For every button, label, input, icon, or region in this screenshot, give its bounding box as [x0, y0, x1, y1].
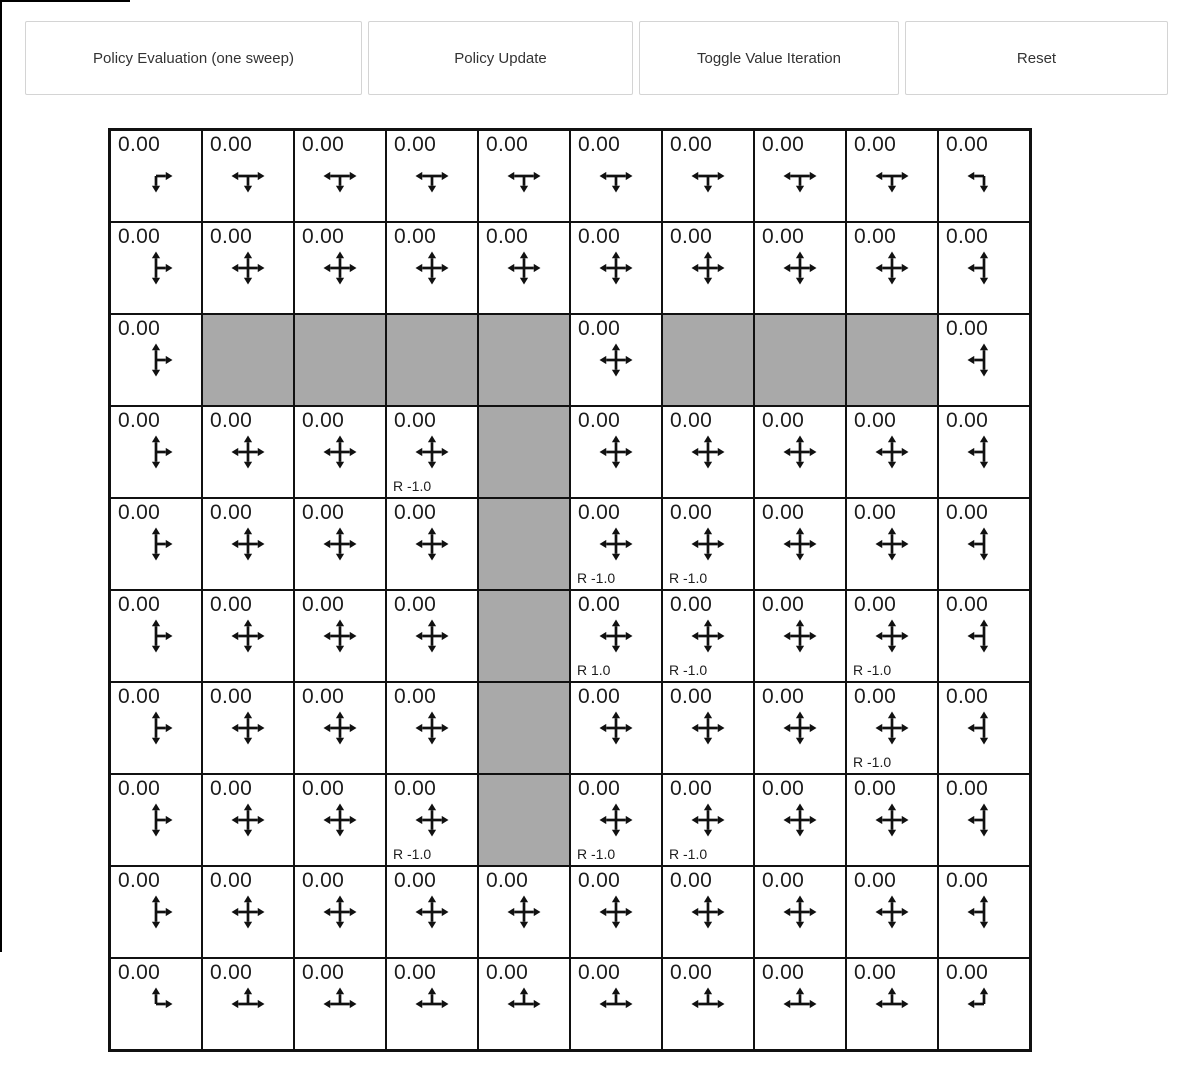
cell-reward: R -1.0	[577, 846, 616, 862]
policy-arrows-icon	[414, 158, 450, 194]
cell-value: 0.00	[302, 225, 345, 248]
cell-value: 0.00	[302, 593, 345, 616]
cell-value: 0.00	[394, 501, 437, 524]
policy-arrows-icon	[230, 526, 266, 562]
policy-arrows-icon	[322, 710, 358, 746]
policy-arrows-icon	[966, 250, 1002, 286]
cell-value: 0.00	[578, 593, 621, 616]
grid-cell[interactable]	[938, 406, 1030, 498]
grid-cell[interactable]	[202, 682, 294, 774]
cell-reward: R -1.0	[669, 570, 708, 586]
policy-arrows-icon	[966, 158, 1002, 194]
policy-arrows-icon	[874, 710, 910, 746]
cell-value: 0.00	[762, 961, 805, 984]
policy-arrows-icon	[690, 710, 726, 746]
grid-cell[interactable]	[294, 130, 386, 222]
grid-cell[interactable]	[570, 774, 662, 866]
cell-value: 0.00	[118, 961, 161, 984]
policy-arrows-icon	[414, 526, 450, 562]
policy-arrows-icon	[690, 986, 726, 1022]
grid-cell[interactable]	[754, 498, 846, 590]
grid-cell[interactable]	[202, 406, 294, 498]
cell-value: 0.00	[670, 961, 713, 984]
cell-value: 0.00	[486, 961, 529, 984]
cell-value: 0.00	[762, 685, 805, 708]
cell-value: 0.00	[118, 593, 161, 616]
grid-cell[interactable]	[202, 590, 294, 682]
cell-value: 0.00	[302, 685, 345, 708]
grid-cell[interactable]	[846, 222, 938, 314]
policy-arrows-icon	[782, 250, 818, 286]
policy-arrows-icon	[322, 526, 358, 562]
cell-value: 0.00	[210, 593, 253, 616]
grid-cell[interactable]	[202, 774, 294, 866]
grid-cell[interactable]	[386, 866, 478, 958]
cell-value: 0.00	[578, 685, 621, 708]
cell-value: 0.00	[670, 593, 713, 616]
policy-arrows-icon	[598, 894, 634, 930]
grid-cell[interactable]	[386, 958, 478, 1050]
policy-arrows-icon	[598, 986, 634, 1022]
grid-cell[interactable]	[662, 682, 754, 774]
cell-reward: R -1.0	[669, 846, 708, 862]
wall-cell[interactable]	[754, 314, 846, 406]
cell-value: 0.00	[854, 593, 897, 616]
policy-arrows-icon	[782, 618, 818, 654]
cell-value: 0.00	[578, 961, 621, 984]
cell-reward: R -1.0	[669, 662, 708, 678]
policy-arrows-icon	[322, 986, 358, 1022]
cell-value: 0.00	[486, 133, 529, 156]
cell-reward: R -1.0	[393, 478, 432, 494]
grid-cell[interactable]	[846, 958, 938, 1050]
grid-cell[interactable]	[570, 130, 662, 222]
grid-cell[interactable]	[754, 866, 846, 958]
grid-cell[interactable]	[386, 130, 478, 222]
policy-arrows-icon	[322, 158, 358, 194]
grid-cell[interactable]	[662, 590, 754, 682]
policy-arrows-icon	[322, 618, 358, 654]
grid-cell[interactable]	[478, 866, 570, 958]
policy-arrows-icon	[874, 802, 910, 838]
grid-cell[interactable]	[570, 406, 662, 498]
grid-cell[interactable]	[202, 958, 294, 1050]
grid-cell[interactable]	[662, 222, 754, 314]
cell-value: 0.00	[762, 225, 805, 248]
policy-arrows-icon	[322, 250, 358, 286]
policy-arrows-icon	[690, 618, 726, 654]
policy-arrows-icon	[414, 434, 450, 470]
grid-cell[interactable]	[938, 958, 1030, 1050]
cell-value: 0.00	[118, 409, 161, 432]
policy-arrows-icon	[230, 710, 266, 746]
cell-value: 0.00	[946, 501, 989, 524]
grid-cell[interactable]	[478, 222, 570, 314]
cell-value: 0.00	[762, 777, 805, 800]
grid-cell[interactable]	[478, 958, 570, 1050]
grid-cell[interactable]	[294, 590, 386, 682]
policy-arrows-icon	[690, 894, 726, 930]
grid-cell[interactable]	[202, 498, 294, 590]
grid-cell[interactable]	[754, 774, 846, 866]
policy-arrows-icon	[782, 710, 818, 746]
cell-value: 0.00	[578, 409, 621, 432]
cell-value: 0.00	[670, 501, 713, 524]
grid-cell[interactable]	[110, 958, 202, 1050]
policy-arrows-icon	[506, 894, 542, 930]
cell-value: 0.00	[394, 409, 437, 432]
cell-value: 0.00	[578, 317, 621, 340]
policy-arrows-icon	[138, 802, 174, 838]
cell-value: 0.00	[394, 685, 437, 708]
cell-reward: R -1.0	[853, 662, 892, 678]
toggle-value-iteration-button[interactable]: Toggle Value Iteration	[639, 21, 899, 95]
policy-arrows-icon	[230, 158, 266, 194]
cell-value: 0.00	[762, 501, 805, 524]
grid-cell[interactable]	[662, 958, 754, 1050]
policy-arrows-icon	[138, 618, 174, 654]
cell-reward: R -1.0	[577, 570, 616, 586]
grid-cell[interactable]	[570, 682, 662, 774]
policy-arrows-icon	[598, 710, 634, 746]
cell-value: 0.00	[302, 777, 345, 800]
grid-cell[interactable]	[110, 222, 202, 314]
grid-cell[interactable]	[938, 590, 1030, 682]
policy-arrows-icon	[230, 986, 266, 1022]
cell-value: 0.00	[118, 685, 161, 708]
policy-arrows-icon	[138, 434, 174, 470]
cell-value: 0.00	[946, 961, 989, 984]
policy-arrows-icon	[782, 434, 818, 470]
policy-arrows-icon	[782, 158, 818, 194]
policy-arrows-icon	[322, 802, 358, 838]
policy-update-button[interactable]: Policy Update	[368, 21, 633, 95]
policy-arrows-icon	[230, 802, 266, 838]
policy-arrows-icon	[138, 342, 174, 378]
grid-cell[interactable]	[938, 498, 1030, 590]
grid-cell[interactable]	[386, 590, 478, 682]
grid-cell[interactable]	[294, 406, 386, 498]
cell-reward: R -1.0	[853, 754, 892, 770]
cell-value: 0.00	[210, 869, 253, 892]
cell-value: 0.00	[210, 133, 253, 156]
grid-cell[interactable]	[110, 314, 202, 406]
gridworld-grid	[108, 128, 1032, 1052]
cell-value: 0.00	[394, 225, 437, 248]
policy-arrows-icon	[874, 986, 910, 1022]
policy-arrows-icon	[598, 250, 634, 286]
policy-arrows-icon	[966, 618, 1002, 654]
cell-value: 0.00	[762, 409, 805, 432]
wall-cell[interactable]	[478, 498, 570, 590]
policy-arrows-icon	[138, 250, 174, 286]
grid-cell[interactable]	[938, 314, 1030, 406]
policy-arrows-icon	[966, 986, 1002, 1022]
grid-cell[interactable]	[846, 774, 938, 866]
cell-value: 0.00	[302, 133, 345, 156]
cell-value: 0.00	[946, 869, 989, 892]
cell-value: 0.00	[946, 593, 989, 616]
cell-value: 0.00	[946, 409, 989, 432]
grid-cell[interactable]	[294, 958, 386, 1050]
cell-value: 0.00	[394, 777, 437, 800]
cell-value: 0.00	[486, 869, 529, 892]
grid-cell[interactable]	[110, 130, 202, 222]
policy-arrows-icon	[322, 894, 358, 930]
grid-cell[interactable]	[294, 498, 386, 590]
cell-value: 0.00	[946, 225, 989, 248]
wall-cell[interactable]	[478, 314, 570, 406]
cell-value: 0.00	[394, 869, 437, 892]
grid-cell[interactable]	[938, 222, 1030, 314]
policy-arrows-icon	[874, 894, 910, 930]
grid-cell[interactable]	[570, 498, 662, 590]
wall-cell[interactable]	[478, 682, 570, 774]
policy-arrows-icon	[506, 250, 542, 286]
wall-cell[interactable]	[478, 406, 570, 498]
cell-value: 0.00	[302, 409, 345, 432]
grid-cell[interactable]	[938, 682, 1030, 774]
policy-arrows-icon	[230, 250, 266, 286]
cell-value: 0.00	[762, 869, 805, 892]
cell-value: 0.00	[302, 501, 345, 524]
cell-value: 0.00	[946, 685, 989, 708]
grid-cell[interactable]	[294, 222, 386, 314]
policy-arrows-icon	[874, 250, 910, 286]
cell-value: 0.00	[946, 777, 989, 800]
policy-arrows-icon	[598, 342, 634, 378]
cell-value: 0.00	[302, 869, 345, 892]
grid-cell[interactable]	[202, 866, 294, 958]
cell-value: 0.00	[762, 133, 805, 156]
grid-cell[interactable]	[754, 590, 846, 682]
grid-cell[interactable]	[110, 590, 202, 682]
grid-cell[interactable]	[846, 130, 938, 222]
policy-arrows-icon	[414, 894, 450, 930]
grid-cell[interactable]	[754, 958, 846, 1050]
screen-edge-artifact	[0, 0, 130, 2]
policy-arrows-icon	[966, 802, 1002, 838]
grid-cell[interactable]	[662, 866, 754, 958]
cell-reward: R -1.0	[393, 846, 432, 862]
policy-arrows-icon	[230, 894, 266, 930]
wall-cell[interactable]	[478, 590, 570, 682]
policy-arrows-icon	[690, 526, 726, 562]
cell-value: 0.00	[578, 133, 621, 156]
policy-arrows-icon	[782, 986, 818, 1022]
cell-value: 0.00	[486, 225, 529, 248]
policy-arrows-icon	[690, 802, 726, 838]
grid-cell[interactable]	[386, 222, 478, 314]
cell-value: 0.00	[670, 685, 713, 708]
policy-arrows-icon	[414, 710, 450, 746]
grid-cell[interactable]	[110, 406, 202, 498]
cell-value: 0.00	[854, 409, 897, 432]
reset-button[interactable]: Reset	[905, 21, 1168, 95]
grid-cell[interactable]	[938, 130, 1030, 222]
policy-arrows-icon	[966, 434, 1002, 470]
policy-arrows-icon	[230, 434, 266, 470]
policy-arrows-icon	[598, 158, 634, 194]
grid-cell[interactable]	[570, 958, 662, 1050]
wall-cell[interactable]	[294, 314, 386, 406]
policy-arrows-icon	[690, 250, 726, 286]
grid-cell[interactable]	[110, 774, 202, 866]
cell-value: 0.00	[578, 869, 621, 892]
cell-value: 0.00	[578, 777, 621, 800]
policy-arrows-icon	[598, 526, 634, 562]
policy-arrows-icon	[966, 526, 1002, 562]
policy-arrows-icon	[782, 894, 818, 930]
policy-arrows-icon	[138, 710, 174, 746]
grid-cell[interactable]	[294, 866, 386, 958]
cell-value: 0.00	[854, 133, 897, 156]
policy-arrows-icon	[966, 710, 1002, 746]
cell-value: 0.00	[854, 869, 897, 892]
grid-cell[interactable]	[110, 498, 202, 590]
cell-value: 0.00	[854, 225, 897, 248]
cell-value: 0.00	[118, 317, 161, 340]
grid-cell[interactable]	[386, 682, 478, 774]
policy-arrows-icon	[874, 158, 910, 194]
grid-cell[interactable]	[846, 406, 938, 498]
policy-arrows-icon	[506, 986, 542, 1022]
policy-arrows-icon	[414, 250, 450, 286]
grid-cell[interactable]	[846, 866, 938, 958]
grid-cell[interactable]	[110, 682, 202, 774]
grid-cell[interactable]	[110, 866, 202, 958]
cell-value: 0.00	[854, 685, 897, 708]
wall-cell[interactable]	[662, 314, 754, 406]
grid-cell[interactable]	[570, 866, 662, 958]
cell-value: 0.00	[854, 777, 897, 800]
grid-cell[interactable]	[570, 222, 662, 314]
grid-cell[interactable]	[662, 774, 754, 866]
cell-value: 0.00	[118, 501, 161, 524]
grid-cell[interactable]	[570, 590, 662, 682]
wall-cell[interactable]	[202, 314, 294, 406]
policy-arrows-icon	[598, 434, 634, 470]
wall-cell[interactable]	[478, 774, 570, 866]
policy-arrows-icon	[966, 342, 1002, 378]
toolbar	[0, 0, 1202, 95]
policy-arrows-icon	[414, 618, 450, 654]
cell-value: 0.00	[210, 961, 253, 984]
policy-arrows-icon	[506, 158, 542, 194]
cell-value: 0.00	[670, 133, 713, 156]
cell-value: 0.00	[946, 317, 989, 340]
cell-value: 0.00	[394, 133, 437, 156]
policy-arrows-icon	[414, 802, 450, 838]
policy-arrows-icon	[138, 158, 174, 194]
grid-cell[interactable]	[938, 866, 1030, 958]
policy-arrows-icon	[598, 802, 634, 838]
cell-value: 0.00	[946, 133, 989, 156]
grid-cell[interactable]	[386, 498, 478, 590]
cell-value: 0.00	[210, 777, 253, 800]
cell-value: 0.00	[670, 225, 713, 248]
cell-value: 0.00	[118, 869, 161, 892]
grid-cell[interactable]	[938, 774, 1030, 866]
grid-cell[interactable]	[202, 130, 294, 222]
policy-arrows-icon	[230, 618, 266, 654]
grid-cell[interactable]	[294, 682, 386, 774]
policy-evaluation-button[interactable]: Policy Evaluation (one sweep)	[25, 21, 362, 95]
cell-value: 0.00	[670, 869, 713, 892]
grid-cell[interactable]	[846, 590, 938, 682]
grid-cell[interactable]	[570, 314, 662, 406]
wall-cell[interactable]	[846, 314, 938, 406]
grid-cell[interactable]	[846, 682, 938, 774]
policy-arrows-icon	[414, 986, 450, 1022]
cell-value: 0.00	[394, 961, 437, 984]
cell-value: 0.00	[670, 409, 713, 432]
policy-arrows-icon	[138, 986, 174, 1022]
cell-value: 0.00	[210, 225, 253, 248]
cell-value: 0.00	[762, 593, 805, 616]
grid-cell[interactable]	[202, 222, 294, 314]
policy-arrows-icon	[690, 158, 726, 194]
cell-value: 0.00	[854, 961, 897, 984]
policy-arrows-icon	[322, 434, 358, 470]
cell-value: 0.00	[578, 225, 621, 248]
cell-value: 0.00	[854, 501, 897, 524]
policy-arrows-icon	[966, 894, 1002, 930]
screen-edge-artifact	[0, 0, 2, 952]
cell-value: 0.00	[578, 501, 621, 524]
policy-arrows-icon	[138, 894, 174, 930]
cell-value: 0.00	[394, 593, 437, 616]
policy-arrows-icon	[782, 526, 818, 562]
grid-cell[interactable]	[754, 130, 846, 222]
policy-arrows-icon	[874, 434, 910, 470]
policy-arrows-icon	[874, 526, 910, 562]
grid-cell[interactable]	[754, 406, 846, 498]
cell-value: 0.00	[210, 409, 253, 432]
grid-cell[interactable]	[662, 406, 754, 498]
grid-cell[interactable]	[386, 774, 478, 866]
cell-value: 0.00	[118, 133, 161, 156]
policy-arrows-icon	[598, 618, 634, 654]
grid-cell[interactable]	[754, 682, 846, 774]
cell-reward: R 1.0	[577, 662, 611, 678]
grid-cell[interactable]	[662, 130, 754, 222]
policy-arrows-icon	[782, 802, 818, 838]
policy-arrows-icon	[874, 618, 910, 654]
grid-cell[interactable]	[754, 222, 846, 314]
grid-cell[interactable]	[846, 498, 938, 590]
cell-value: 0.00	[118, 225, 161, 248]
policy-arrows-icon	[138, 526, 174, 562]
cell-value: 0.00	[670, 777, 713, 800]
grid-cell[interactable]	[662, 498, 754, 590]
cell-value: 0.00	[210, 685, 253, 708]
grid-cell[interactable]	[294, 774, 386, 866]
policy-arrows-icon	[690, 434, 726, 470]
wall-cell[interactable]	[386, 314, 478, 406]
grid-cell[interactable]	[386, 406, 478, 498]
cell-value: 0.00	[210, 501, 253, 524]
grid-cell[interactable]	[478, 130, 570, 222]
cell-value: 0.00	[302, 961, 345, 984]
cell-value: 0.00	[118, 777, 161, 800]
